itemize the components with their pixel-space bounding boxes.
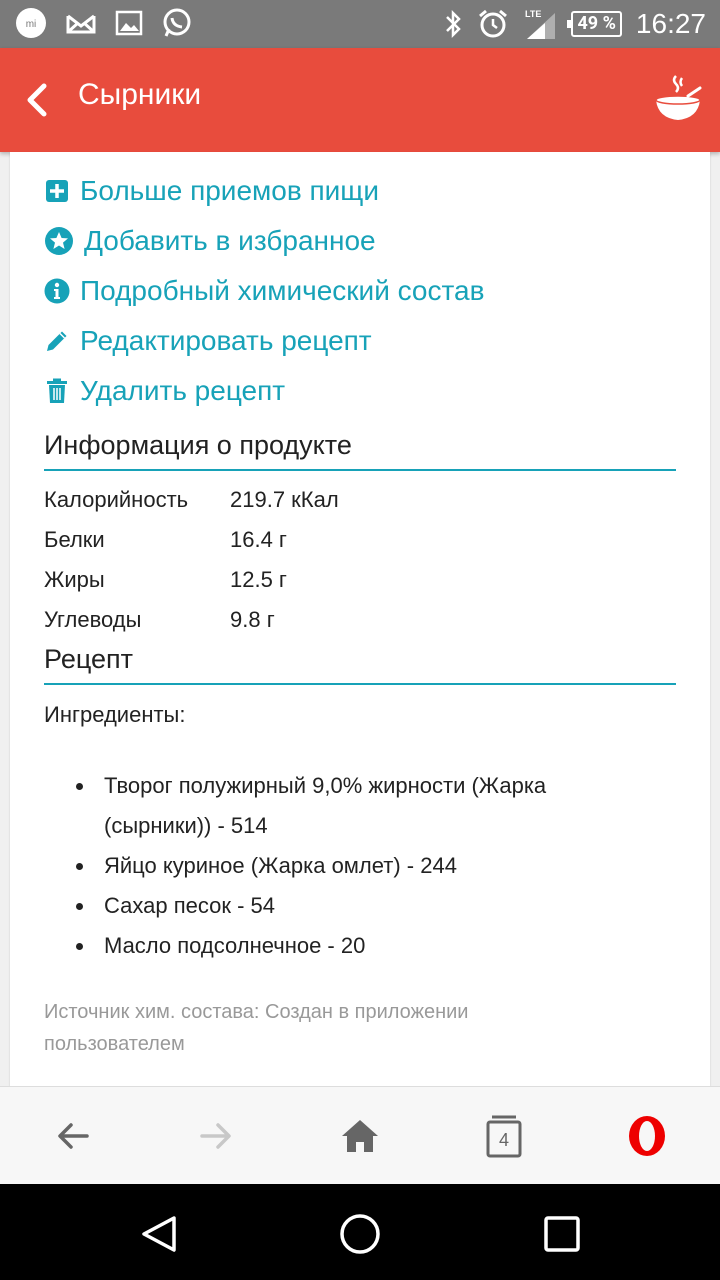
recipe-heading: Рецепт [44,644,676,685]
browser-back-button[interactable] [48,1111,98,1161]
list-item: Масло подсолнечное - 20 [74,926,654,966]
ingredients-list [74,766,654,966]
star-circle-icon [44,226,74,256]
add-to-favorites-button[interactable] [44,216,684,266]
nutrition-row [44,480,676,520]
browser-tabs-button[interactable] [479,1111,529,1161]
nutrition-label: Белки [44,527,105,552]
arrow-right-icon [196,1116,236,1156]
nutrition-value: 12.5 г [230,567,287,592]
svg-text:LTE: LTE [525,9,542,19]
trash-icon [44,378,70,404]
pencil-icon [44,328,70,354]
browser-home-button[interactable] [335,1111,385,1161]
tabs-icon [484,1113,524,1159]
arrow-left-icon [53,1116,93,1156]
browser-toolbar [0,1086,720,1184]
clock: 16:27 [635,8,706,39]
nutrition-row [44,600,676,640]
signal-icon [523,7,557,41]
mail-notification-icon [64,6,98,40]
plus-square-icon [44,178,70,204]
list-item: Яйцо куриное (Жарка омлет) - 244 [74,846,654,886]
edit-recipe-button[interactable] [44,316,684,366]
home-icon [339,1116,381,1156]
nutrition-row [44,520,676,560]
app-bar [0,48,720,152]
svg-text:mi: mi [25,19,37,30]
info-circle-icon [44,278,70,304]
bluetooth-icon [443,9,463,39]
arrow-back-icon[interactable] [18,76,58,124]
list-item: Творог полужирный 9,0% жирности (Жарка (сырники)) - 514 [74,766,654,846]
status-bar [0,0,720,48]
nutrition-table [44,480,676,640]
opera-logo-icon [625,1114,669,1158]
image-notification-icon [114,8,144,38]
action-label: Редактировать рецепт [80,325,372,356]
nutrition-label: Жиры [44,567,105,592]
system-nav-bar [0,1184,720,1280]
source-note: Источник хим. состава: Создан в приложении пользователем [44,1001,469,1055]
action-label: Подробный химический состав [80,275,485,306]
nutrition-value: 16.4 г [230,527,287,552]
nav-back-icon[interactable] [138,1212,182,1256]
nutrition-value: 219.7 кКал [230,487,339,512]
nutrition-row [44,560,676,600]
more-meals-button[interactable] [44,166,684,216]
alarm-icon [477,8,509,40]
bowl-icon[interactable] [652,70,704,126]
browser-forward-button[interactable] [191,1111,241,1161]
action-label: Больше приемов пищи [80,175,379,206]
svg-text:4: 4 [498,1130,510,1150]
product-info-heading: Информация о продукте [44,430,676,471]
list-item: Сахар песок - 54 [74,886,654,926]
battery-indicator: 49 % [571,11,621,37]
actions-list [44,166,684,416]
whatsapp-notification-icon [160,6,194,40]
ingredients-label: Ингредиенты: [44,702,186,727]
action-label: Удалить рецепт [80,375,286,406]
nutrition-value: 9.8 г [230,607,275,632]
mi-notification-icon [14,6,48,40]
nutrition-label: Калорийность [44,487,189,512]
nav-recents-icon[interactable] [540,1212,584,1256]
action-label: Добавить в избранное [84,225,376,256]
nav-home-icon[interactable] [338,1212,382,1256]
nutrition-label: Углеводы [44,607,142,632]
opera-menu-button[interactable] [622,1111,672,1161]
delete-recipe-button[interactable] [44,366,684,416]
recipe-card [10,152,710,1086]
page-title: Сырники [78,78,202,111]
chemical-composition-button[interactable] [44,266,684,316]
